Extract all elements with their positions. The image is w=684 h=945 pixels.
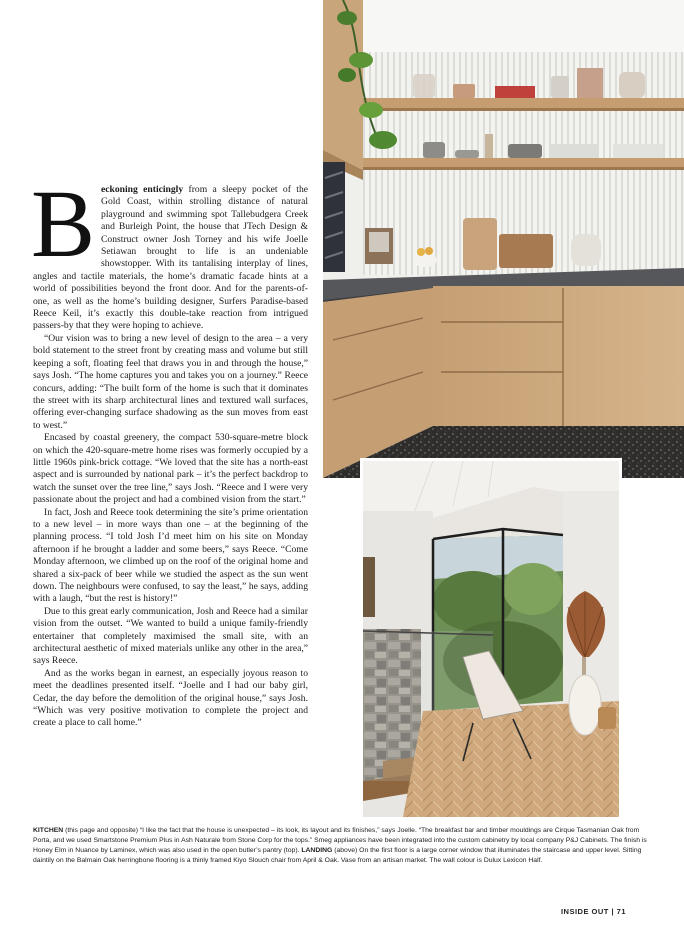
article-paragraph: “Our vision was to bring a new level of design to the area – a very bold statement to the street front by creating mass and volume but still keeping a soft, floating feel that draws you in and through the house,” says Josh. “The home captures you and takes you on a journey.” Reece concurs, adding: “The built form of the home is such that it dominates the street with its sharp architectural lines and textured wall surfaces, offering ever-changing surface shadowing as the sun moves from east to west.” — [33, 332, 308, 431]
article-body — [31, 170, 309, 730]
caption-label-kitchen: KITCHEN — [33, 827, 64, 834]
landing-photo — [360, 458, 622, 820]
article-paragraph: In fact, Josh and Reece took determining the site’s prime orientation to a new level – in more ways than one – at the beginning of the planning process. “I told Josh I’d meet him on his site on Monday afternoon if he brought a ladder and some beers,” says Reece. “Come Monday afternoon, we climbed up on the roof of the original home and shared a six-pack of beer while we studied the aspect as the sun went down. The neighbours were confused, to say the least,” he says, adding with a laugh, “but the rest is history!” — [33, 506, 308, 605]
photo-caption — [33, 826, 653, 866]
caption-text-kitchen: (this page and opposite) “I like the fact that the house is unexpected – its look, its layout and its finishes,” says Joelle. “The breakfast bar and timber mouldings are Cirque Tasmanian Oak from Porta, and we used Smartstone Premium Plus in Ash Naturale from Stone Corp for the tops.” Smeg appliances have been integrated into the custom cabinetry by local company P&J Cabinets. The finish is Honey Elm in Nuance by Laminex, which was also used in the open butler’s pantry (top). — [33, 827, 647, 854]
kitchen-photo — [323, 0, 684, 478]
drop-cap: B — [31, 170, 96, 277]
article-paragraph: And as the works began in earnest, an especially joyous reason to meet the deadlines presented itself. “Joelle and I had our baby girl, Cedar, the day before the demolition of the original house,” says Josh. “Which was very positive motivation to complete the project and create a place to call home.” — [33, 667, 308, 729]
article-paragraph: Encased by coastal greenery, the compact 530-square-metre block on which the 420-square-metre home rises was formerly occupied by a little 1960s pink-brick cottage. “We loved that the site has a north-east aspect and is surrounded by national park – it’s the perfect backdrop to watch the sunset over the tree line,” says Josh. “Reece and I were very passionate about the project and had a combined vision from the start.” — [33, 432, 308, 506]
article-paragraph: Due to this great early communication, Josh and Reece had a similar vision from the outset. “We wanted to build a unique family-friendly entertainer that completely maximised the small site, with an architectural aesthetic of mixed materials unlike any other in the area,” says Reece. — [33, 605, 308, 667]
lead-in: eckoning enticingly — [101, 184, 184, 195]
article-paragraph — [31, 170, 309, 333]
page-folio: INSIDE OUT | 71 — [560, 907, 626, 916]
caption-text-landing: (above) On the first floor is a large corner window that illuminates the staircase and upper level. Sitting daintily on the Balmain Oak herringbone flooring is a thinly framed Kiyo Slouch chair from April & Oak. Vase from an artisan market. The wall colour is Dulux Lexicon Half. — [33, 847, 642, 864]
paragraph-text: from a sleepy pocket of the Gold Coast, within strolling distance of natural playground and swimming spot Tallebudgera Creek and Burleigh Point, the house that JTech Design & Construct owner Josh Torney and his wife Joelle Setiawan brought to life is an undeniable showstopper. With its tantalising interplay of lines, angles and tactile materials, the home’s dramatic facade hints at a world of possibilities beyond the front door. And for the parents-of-one, as well as the home’s building designer, Surfers Paradise-based Reece Keil, it’s exactly this double-take reaction from intrigued passers-by that they were hoping to achieve. — [33, 184, 309, 332]
caption-label-landing: LANDING — [301, 847, 333, 854]
